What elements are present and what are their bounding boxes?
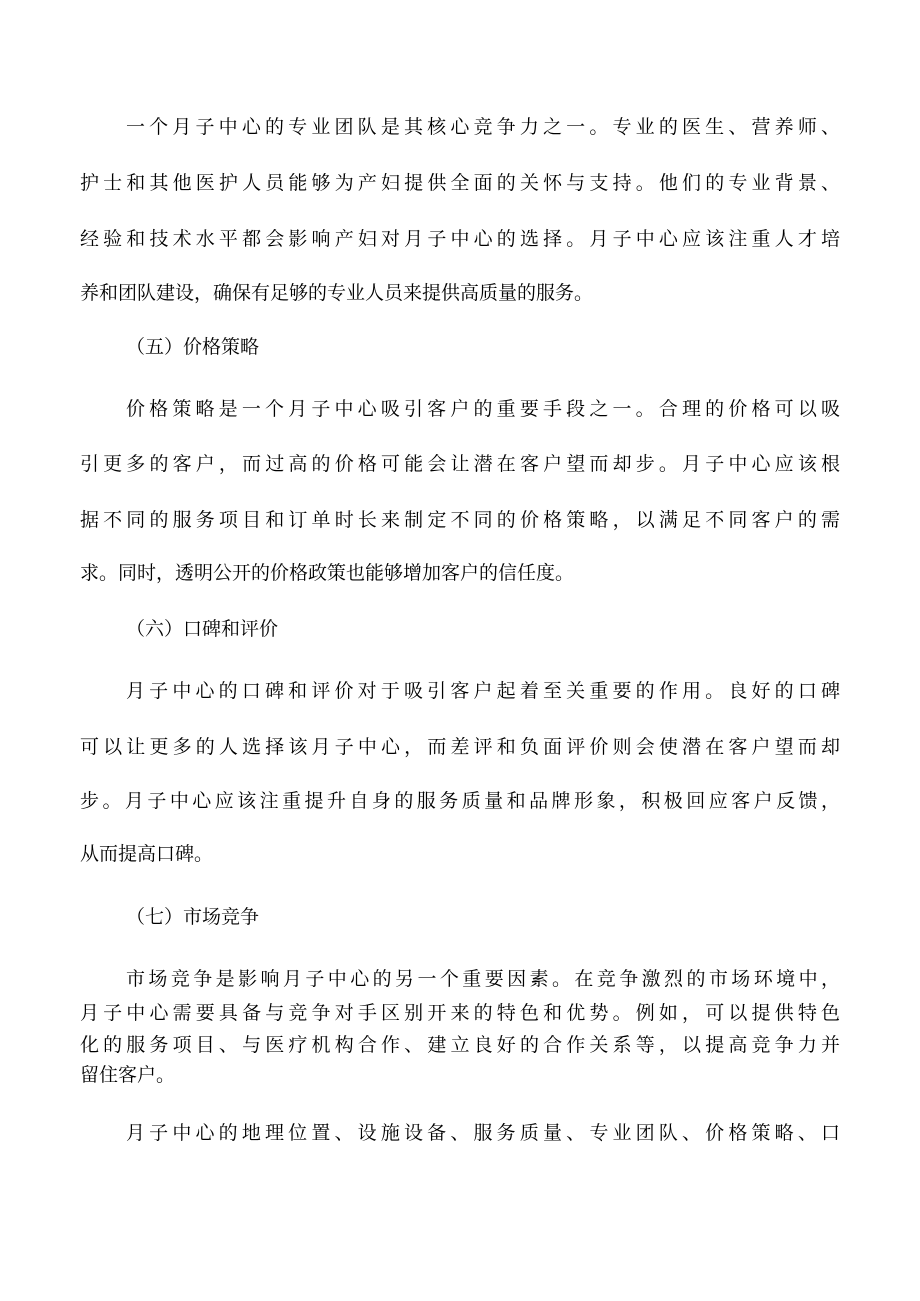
text-line: 价格策略是一个月子中心吸引客户的重要手段之一。合理的价格可以吸	[126, 398, 840, 420]
text-line: 化的服务项目、与医疗机构合作、建立良好的合作关系等，以提高竞争力并	[80, 1034, 840, 1056]
text-line: 一个月子中心的专业团队是其核心竞争力之一。专业的医生、营养师、	[126, 116, 840, 138]
text-line: 月子中心的口碑和评价对于吸引客户起着至关重要的作用。良好的口碑	[126, 680, 840, 702]
text-line: 经验和技术水平都会影响产妇对月子中心的选择。月子中心应该注重人才培	[80, 228, 840, 250]
text-line: 月子中心需要具备与竞争对手区别开来的特色和优势。例如，可以提供特色	[80, 1002, 840, 1024]
text-line: 养和团队建设，确保有足够的专业人员来提供高质量的服务。	[80, 282, 594, 304]
text-line: 留住客户。	[80, 1064, 176, 1086]
text-line: 可以让更多的人选择该月子中心，而差评和负面评价则会使潜在客户望而却	[80, 736, 840, 758]
text-line: 从而提高口碑。	[80, 843, 214, 865]
text-line: 市场竞争是影响月子中心的另一个重要因素。在竞争激烈的市场环境中，	[126, 968, 840, 990]
section-heading-competition: （七）市场竞争	[126, 906, 260, 928]
text-line: 护士和其他医护人员能够为产妇提供全面的关怀与支持。他们的专业背景、	[80, 172, 840, 194]
text-line: 引更多的客户，而过高的价格可能会让潜在客户望而却步。月子中心应该根	[80, 453, 840, 475]
text-line: 求。同时，透明公开的价格政策也能够增加客户的信任度。	[80, 562, 575, 584]
section-heading-price: （五）价格策略	[126, 336, 260, 358]
section-heading-reputation: （六）口碑和评价	[126, 618, 279, 640]
text-line: 月子中心的地理位置、设施设备、服务质量、专业团队、价格策略、口	[126, 1122, 840, 1144]
text-line: 步。月子中心应该注重提升自身的服务质量和品牌形象，积极回应客户反馈，	[80, 790, 840, 812]
text-line: 据不同的服务项目和订单时长来制定不同的价格策略，以满足不同客户的需	[80, 509, 840, 531]
